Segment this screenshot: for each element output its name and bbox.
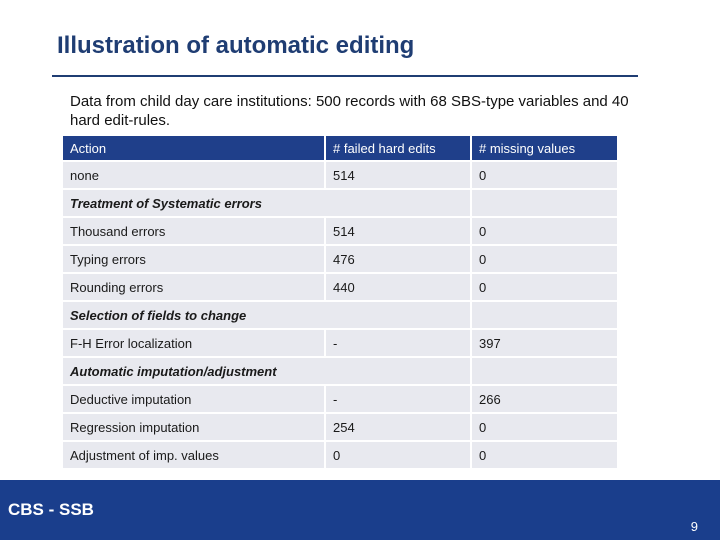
section-empty-cell [471,357,617,385]
cell-action: none [63,161,325,189]
cell-action: Typing errors [63,245,325,273]
cell-action: Rounding errors [63,273,325,301]
cell-failed-edits: - [325,385,471,413]
cell-failed-edits: 0 [325,441,471,468]
title-divider [52,75,638,77]
cell-failed-edits: 440 [325,273,471,301]
section-label: Selection of fields to change [63,301,471,329]
table-row [63,217,617,245]
cell-action: Thousand errors [63,217,325,245]
table-row [63,413,617,441]
cell-missing-values: 0 [471,245,617,273]
cell-missing-values: 266 [471,385,617,413]
table-row [63,441,617,468]
table-row [63,273,617,301]
table-header-row [63,136,617,161]
cell-failed-edits: 514 [325,217,471,245]
cell-action: Adjustment of imp. values [63,441,325,468]
results-table [63,136,617,468]
table-row [63,245,617,273]
page-number: 9 [690,519,698,534]
cell-missing-values: 0 [471,441,617,468]
cell-action: Regression imputation [63,413,325,441]
cell-failed-edits: 476 [325,245,471,273]
table-body [63,161,617,468]
cell-missing-values: 0 [471,413,617,441]
footer-label: CBS - SSB [8,500,94,519]
table-section-row [63,301,617,329]
table-row [63,385,617,413]
cell-missing-values: 397 [471,329,617,357]
table-row [63,329,617,357]
table-row [63,161,617,189]
cell-failed-edits: 514 [325,161,471,189]
section-empty-cell [471,189,617,217]
cell-missing-values: 0 [471,273,617,301]
section-label: Automatic imputation/adjustment [63,357,471,385]
footer-bar [0,480,720,540]
cell-missing-values: 0 [471,217,617,245]
intro-text: Data from child day care institutions: 500 records with 68 SBS-type variables and 40 hard edit-rules. [70,93,629,129]
header-failed-edits: # failed hard edits [325,136,471,161]
section-label: Treatment of Systematic errors [63,189,471,217]
header-action: Action [63,136,325,161]
slide-title: Illustration of automatic editing [57,32,415,59]
table-section-row [63,357,617,385]
cell-failed-edits: 254 [325,413,471,441]
section-empty-cell [471,301,617,329]
cell-action: F-H Error localization [63,329,325,357]
cell-failed-edits: - [325,329,471,357]
header-missing-values: # missing values [471,136,617,161]
cell-action: Deductive imputation [63,385,325,413]
table-section-row [63,189,617,217]
cell-missing-values: 0 [471,161,617,189]
